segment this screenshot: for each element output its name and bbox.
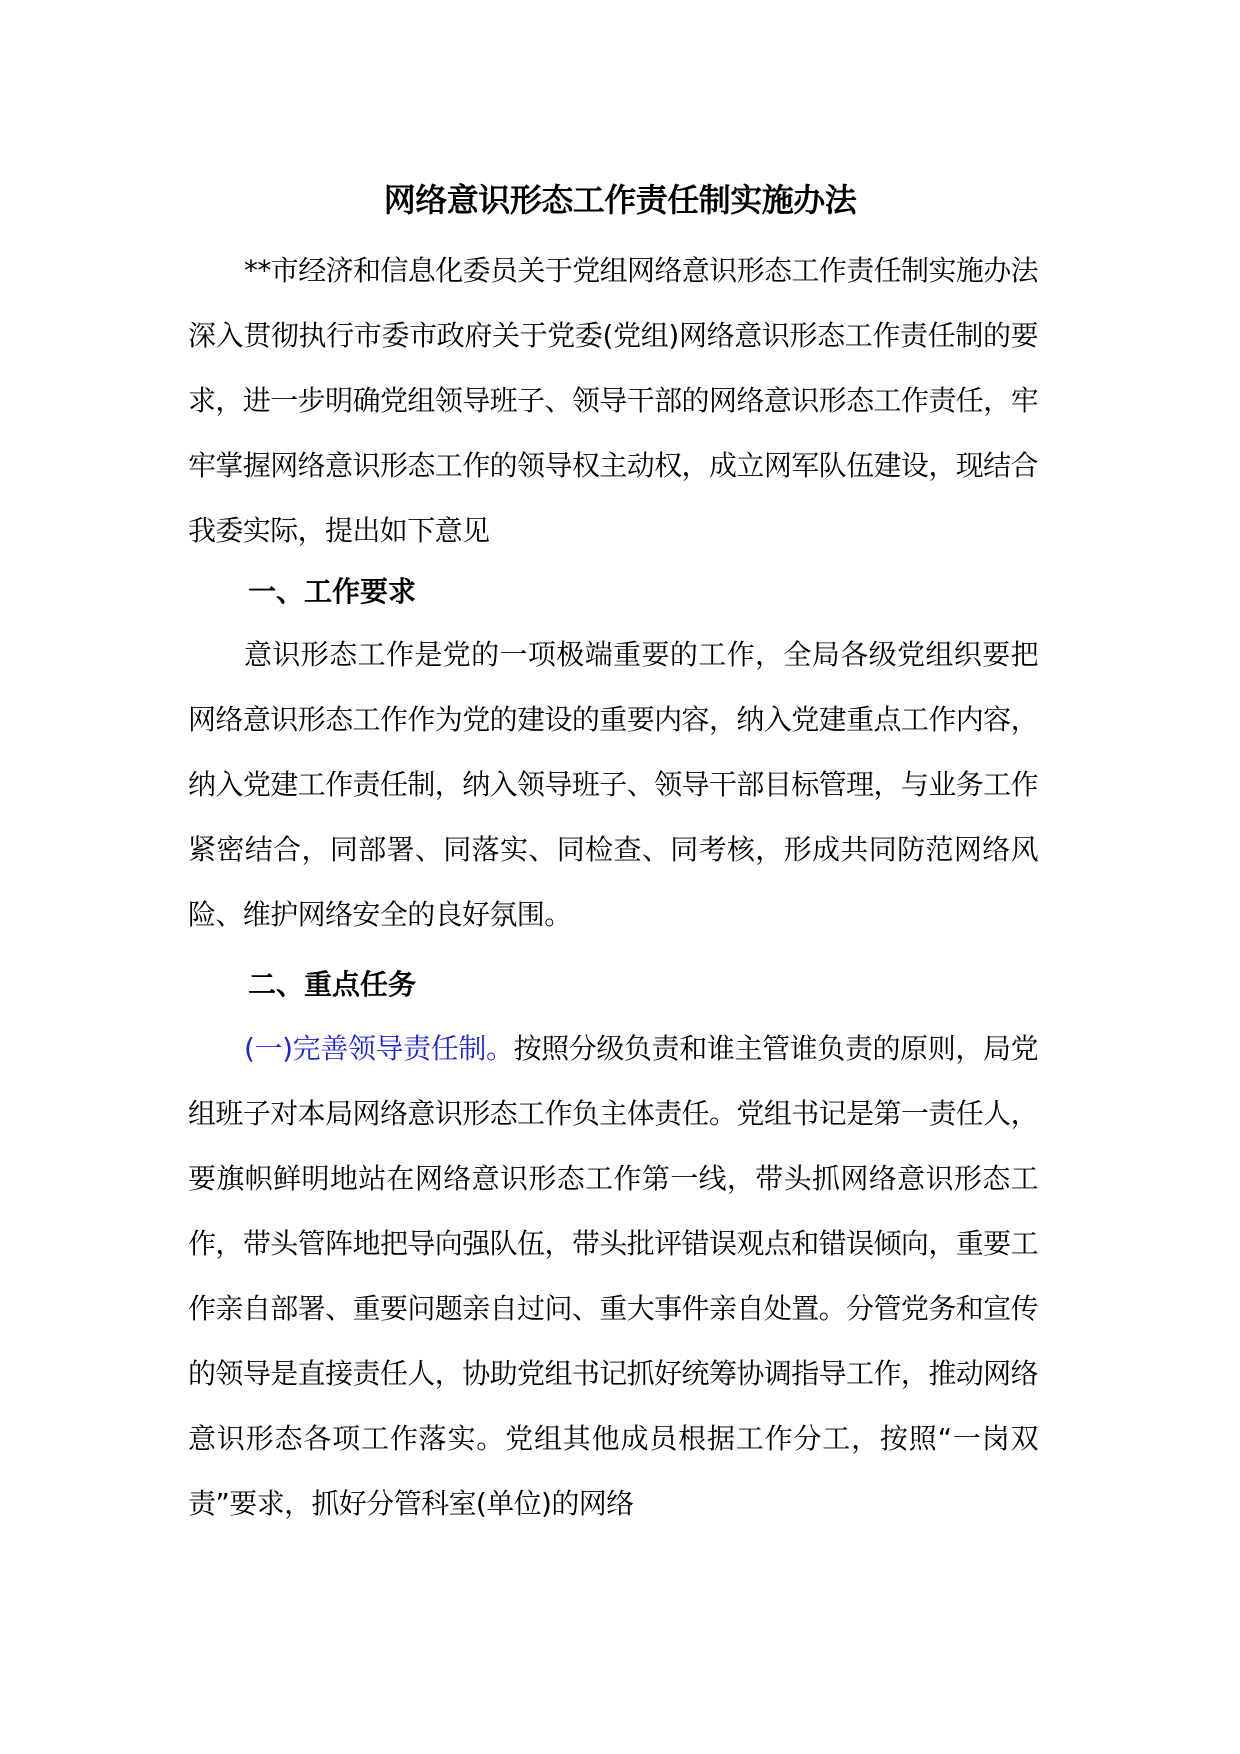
document-title: 网络意识形态工作责任制实施办法 [383, 181, 857, 219]
section-heading-key-tasks: 二、重点任务 [248, 968, 417, 1001]
intro-paragraph: **市经济和信息化委员关于党组网络意识形态工作责任制实施办法深入贯彻执行市委市政府关于党委(党组)网络意识形态工作责任制的要求，进一步明确党组领导班子、领导干部的网络意识形态工作责任，牢牢掌握网络意识形态工作的领导权主动权，成立网军队伍建设，现结合我委实际，提出如下意见 [188, 254, 1039, 547]
item-lead-highlight: (一)完善领导责任制。 [244, 1032, 514, 1065]
item-body-text: 按照分级负责和谁主管谁负责的原则，局党组班子对本局网络意识形态工作负主体责任。党组书记是第一责任人，要旗帜鲜明地站在网络意识形态工作第一线，带头抓网络意识形态工作，带头管阵地把导向强队伍，带头批评错误观点和错误倾向，重要工作亲自部署、重要问题亲自过问、重大事件亲自处置。分管党务和宣传的领导是直接责任人，协助党组书记抓好统筹协调指导工作，推动网络意识形态各项工作落实。党组其他成员根据工作分工，按照“一岗双责”要求，抓好分管科室(单位)的网络 [188, 1032, 1038, 1520]
key-tasks-paragraph [188, 1016, 1038, 1536]
requirements-paragraph: 意识形态工作是党的一项极端重要的工作，全局各级党组织要把网络意识形态工作作为党的建设的重要内容，纳入党建重点工作内容，纳入党建工作责任制，纳入领导班子、领导干部目标管理，与业务工作紧密结合，同部署、同落实、同检查、同考核，形成共同防范网络风险、维护网络安全的良好氛围。 [188, 638, 1038, 931]
section-heading-requirements: 一、工作要求 [248, 575, 417, 608]
